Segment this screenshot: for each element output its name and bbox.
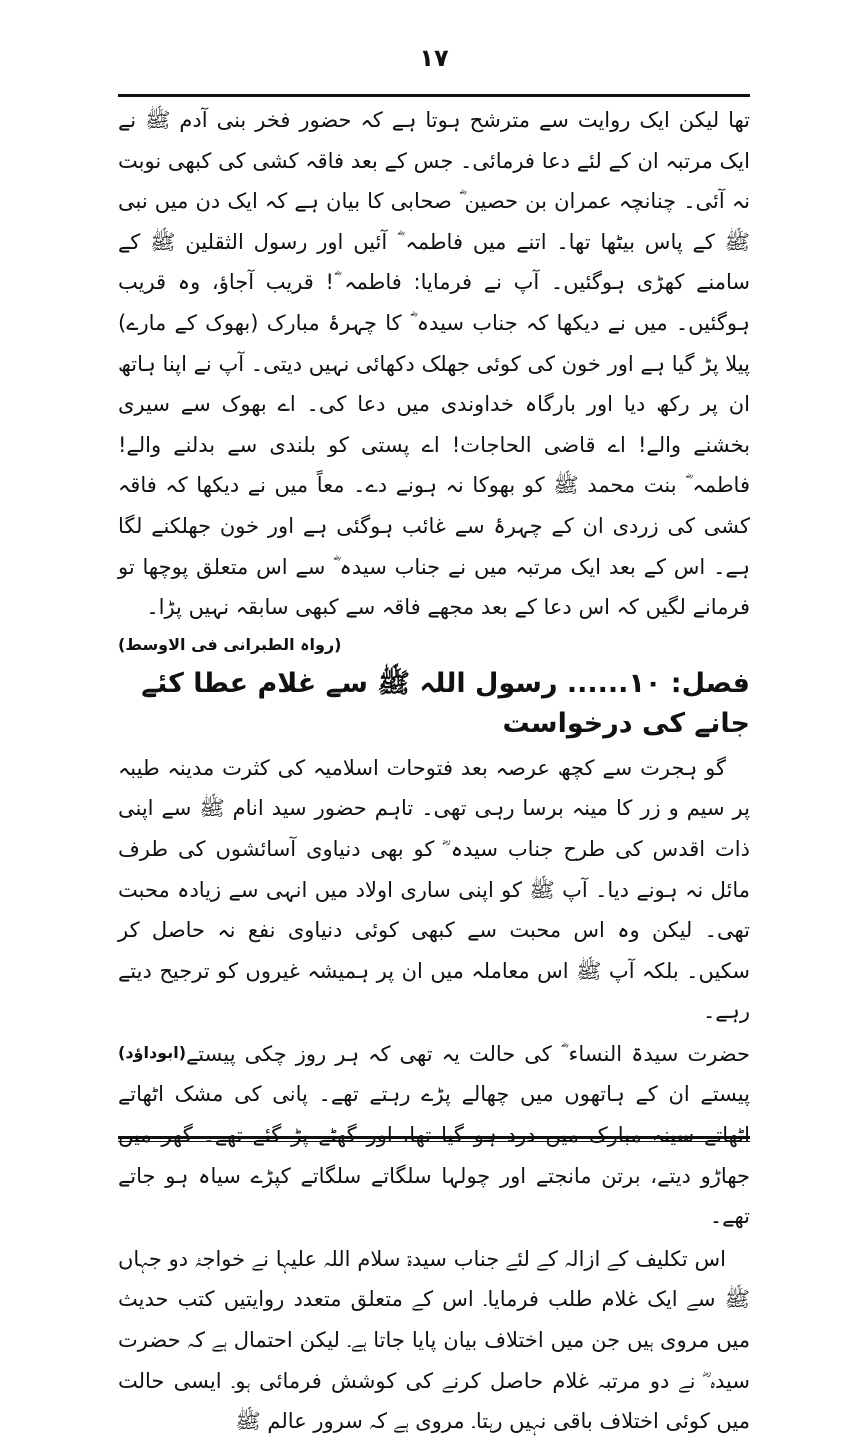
paragraph-2: گو ہجرت سے کچھ عرصہ بعد فتوحات اسلامیہ کی کثرت مدینہ طیبہ پر سیم و زر کا مینہ برسا رہی تھی۔ تاہم حضور سید انام ﷺ سے اپنی ذات اقدس کی طرح جناب سیدہ ؓ کو بھی دنیاوی آسائشوں کی طرف مائل نہ ہونے دیا۔ آپ ﷺ کو اپنی ساری اولاد میں انہی سے زیادہ محبت تھی۔ لیکن وہ اس محبت سے کبھی کوئی دنیاوی نفع نہ حاصل کر سکیں۔ بلکہ آپ ﷺ اس معاملہ میں ان پر ہمیشہ غیروں کو ترجیح دیتے رہے۔ bbox=[118, 755, 750, 1024]
paragraph-1: تھا لیکن ایک روایت سے مترشح ہوتا ہے کہ حضور فخر بنی آدم ﷺ نے ایک مرتبہ ان کے لئے دعا فرمائی۔ جس کے بعد فاقہ کشی کی کبھی نوبت نہ آئی۔ چنانچہ عمران بن حصین ؓ صحابی کا بیان ہے کہ ایک دن میں نبی ﷺ کے پاس بیٹھا تھا۔ اتنے میں فاطمہ ؓ آئیں اور رسول الثقلین ﷺ کے سامنے کھڑی ہوگئیں۔ آپ نے فرمایا: فاطمہ ؓ! قریب آجاؤ، وہ قریب ہوگئیں۔ میں نے دیکھا کہ جناب سیدہ ؓ کا چہرۂ مبارک (بھوک کے مارے) پیلا پڑ گیا ہے اور خون کی کوئی جھلک دکھائی نہیں دیتی۔ آپ نے اپنا ہاتھ ان پر رکھ دیا اور بارگاہ خداوندی میں دعا کی۔ اے بھوک سے سیری بخشنے والے! اے قاضی الحاجات! اے پستی کو بلندی سے بدلنے والے! فاطمہ ؓ بنت محمد ﷺ کو بھوکا نہ ہونے دے۔ معاً میں نے دیکھا کہ فاقہ کشی کی زردی ان کے چہرۂ سے غائب ہوگئی ہے اور خون جھلکنے لگا ہے۔ اس کے بعد ایک مرتبہ میں نے جناب سیدہ ؓ سے اس متعلق پوچھا تو فرمانے لگیں کہ اس دعا کے بعد مجھے فاقہ سے کبھی سابقہ نہیں پڑا۔ bbox=[118, 108, 750, 620]
paragraph-3-text: حضرت سیدۃ النساء ؓ کی حالت یہ تھی کہ ہر روز چکی پیستے پیستے ان کے ہاتھوں میں چھالے پڑے رہتے تھے۔ پانی کی مشک اٹھاتے جھاڑو دیتے، برتن مانجتے اور چولہا سلگاتے سلگاتے کپڑے سیاہ ہو جاتے تھے۔ bbox=[118, 1041, 750, 1229]
reference-tabarani: (رواہ الطبرانی فی الاوسط) bbox=[118, 634, 342, 654]
page-number: ۱۷ bbox=[419, 44, 449, 72]
section-heading: فصل: ۱۰...... رسول اللہ ﷺ سے غلام عطا کئے جانے کی درخواست bbox=[141, 667, 750, 739]
page-body bbox=[118, 100, 750, 1442]
bottom-rule bbox=[118, 1136, 750, 1142]
paragraph-4: اس تکلیف کے ازالہ کے لئے جناب سیدۃ سلام اللہ علیہا نے خواجۂ دو جہاں ﷺ سے ایک غلام طلب فرمایا۔ اس کے متعلق متعدد روایتیں کتب حدیث میں مروی ہیں جن میں اختلاف بیان پایا جاتا ہے۔ لیکن احتمال ہے کہ حضرت سیدہ ؓ نے دو مرتبہ غلام حاصل کرنے کی کوشش فرمائی ہو۔ ایسی حالت میں کوئی اختلاف باقی نہیں رہتا۔ مروی ہے کہ سرور عالم ﷺ bbox=[118, 1246, 750, 1434]
reference-abu-dawud: (ابوداؤد) bbox=[118, 1042, 186, 1062]
top-rule bbox=[118, 94, 750, 97]
